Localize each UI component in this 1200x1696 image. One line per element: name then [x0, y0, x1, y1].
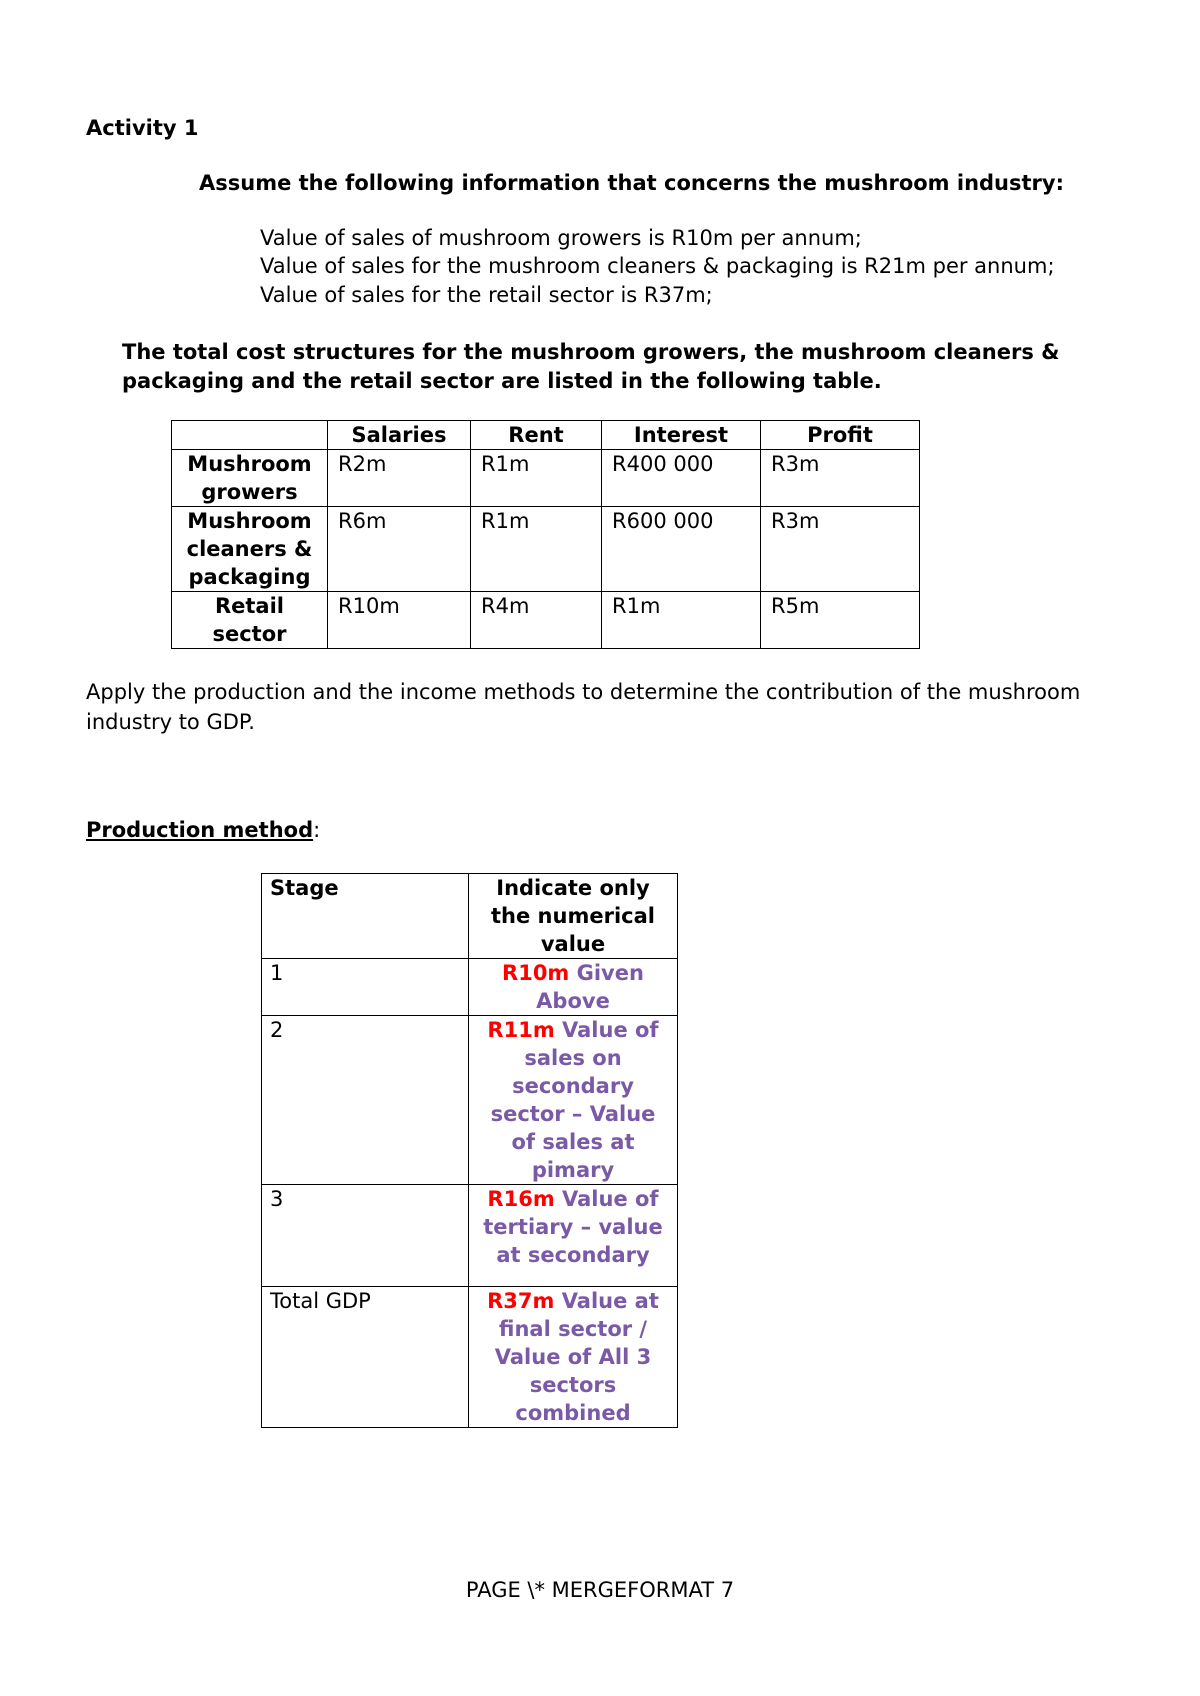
sales-line-retail: Value of sales for the retail sector is R37m; [260, 283, 713, 307]
table-header-salaries: Salaries [328, 421, 471, 450]
table-cell: R2m [328, 450, 471, 507]
production-method-table [261, 873, 678, 1428]
table-cell: R3m [761, 507, 920, 592]
instruction-text: Apply the production and the income methods to determine the contribution of the mushroom industry to GDP. [86, 680, 1081, 734]
answer-value: R37m [487, 1289, 555, 1313]
table-row [262, 1185, 678, 1287]
stage-cell: 1 [262, 959, 469, 1016]
table-header-row [262, 874, 678, 959]
production-method-title: Production method [86, 818, 314, 842]
table-header-stage: Stage [262, 874, 469, 959]
table-row [172, 507, 920, 592]
table-header-rent: Rent [471, 421, 602, 450]
cost-structure-intro: The total cost structures for the mushroom growers, the mushroom cleaners & packaging and the retail sector are listed in the following table. [122, 340, 1060, 393]
stage-cell: 2 [262, 1016, 469, 1185]
answer-cell [469, 1016, 678, 1185]
row-label: Mushroom cleaners & packaging [172, 507, 328, 592]
sales-line-cleaners: Value of sales for the mushroom cleaners & packaging is R21m per annum; [260, 254, 1055, 278]
table-header-interest: Interest [602, 421, 761, 450]
answer-value: R11m [487, 1018, 555, 1042]
table-row [262, 1016, 678, 1185]
answer-note: Given Above [536, 961, 644, 1013]
cost-structure-table [171, 420, 920, 649]
page-footer: PAGE \* MERGEFORMAT 7 [465, 1578, 735, 1602]
table-cell: R1m [602, 592, 761, 649]
table-cell: R400 000 [602, 450, 761, 507]
answer-cell [469, 1287, 678, 1428]
stage-cell: Total GDP [262, 1287, 469, 1428]
answer-cell [469, 1185, 678, 1287]
table-cell: R3m [761, 450, 920, 507]
production-method-heading [86, 818, 320, 842]
table-row [172, 450, 920, 507]
row-label: Mushroom growers [172, 450, 328, 507]
table-row [262, 959, 678, 1016]
assumption-heading: Assume the following information that concerns the mushroom industry: [199, 171, 1064, 195]
table-cell: R1m [471, 507, 602, 592]
table-row [262, 1287, 678, 1428]
table-row [172, 592, 920, 649]
answer-value: R16m [487, 1187, 555, 1211]
answer-cell [469, 959, 678, 1016]
table-header-corner [172, 421, 328, 450]
answer-note: Value at final sector / Value of All 3 sectors combined [494, 1289, 659, 1425]
table-header-profit: Profit [761, 421, 920, 450]
sales-line-growers: Value of sales of mushroom growers is R10m per annum; [260, 226, 862, 250]
production-method-colon: : [313, 818, 321, 842]
table-cell: R5m [761, 592, 920, 649]
answer-note: Value of tertiary – value at secondary [483, 1187, 663, 1267]
row-label: Retail sector [172, 592, 328, 649]
answer-value: R10m [502, 961, 570, 985]
stage-cell: 3 [262, 1185, 469, 1287]
table-header-row [172, 421, 920, 450]
answer-note: Value of sales on secondary sector – Value of sales at pimary [490, 1018, 659, 1182]
table-cell: R1m [471, 450, 602, 507]
activity-title: Activity 1 [86, 116, 199, 140]
table-cell: R4m [471, 592, 602, 649]
table-cell: R600 000 [602, 507, 761, 592]
table-cell: R6m [328, 507, 471, 592]
table-cell: R10m [328, 592, 471, 649]
table-header-value: Indicate only the numerical value [469, 874, 678, 959]
